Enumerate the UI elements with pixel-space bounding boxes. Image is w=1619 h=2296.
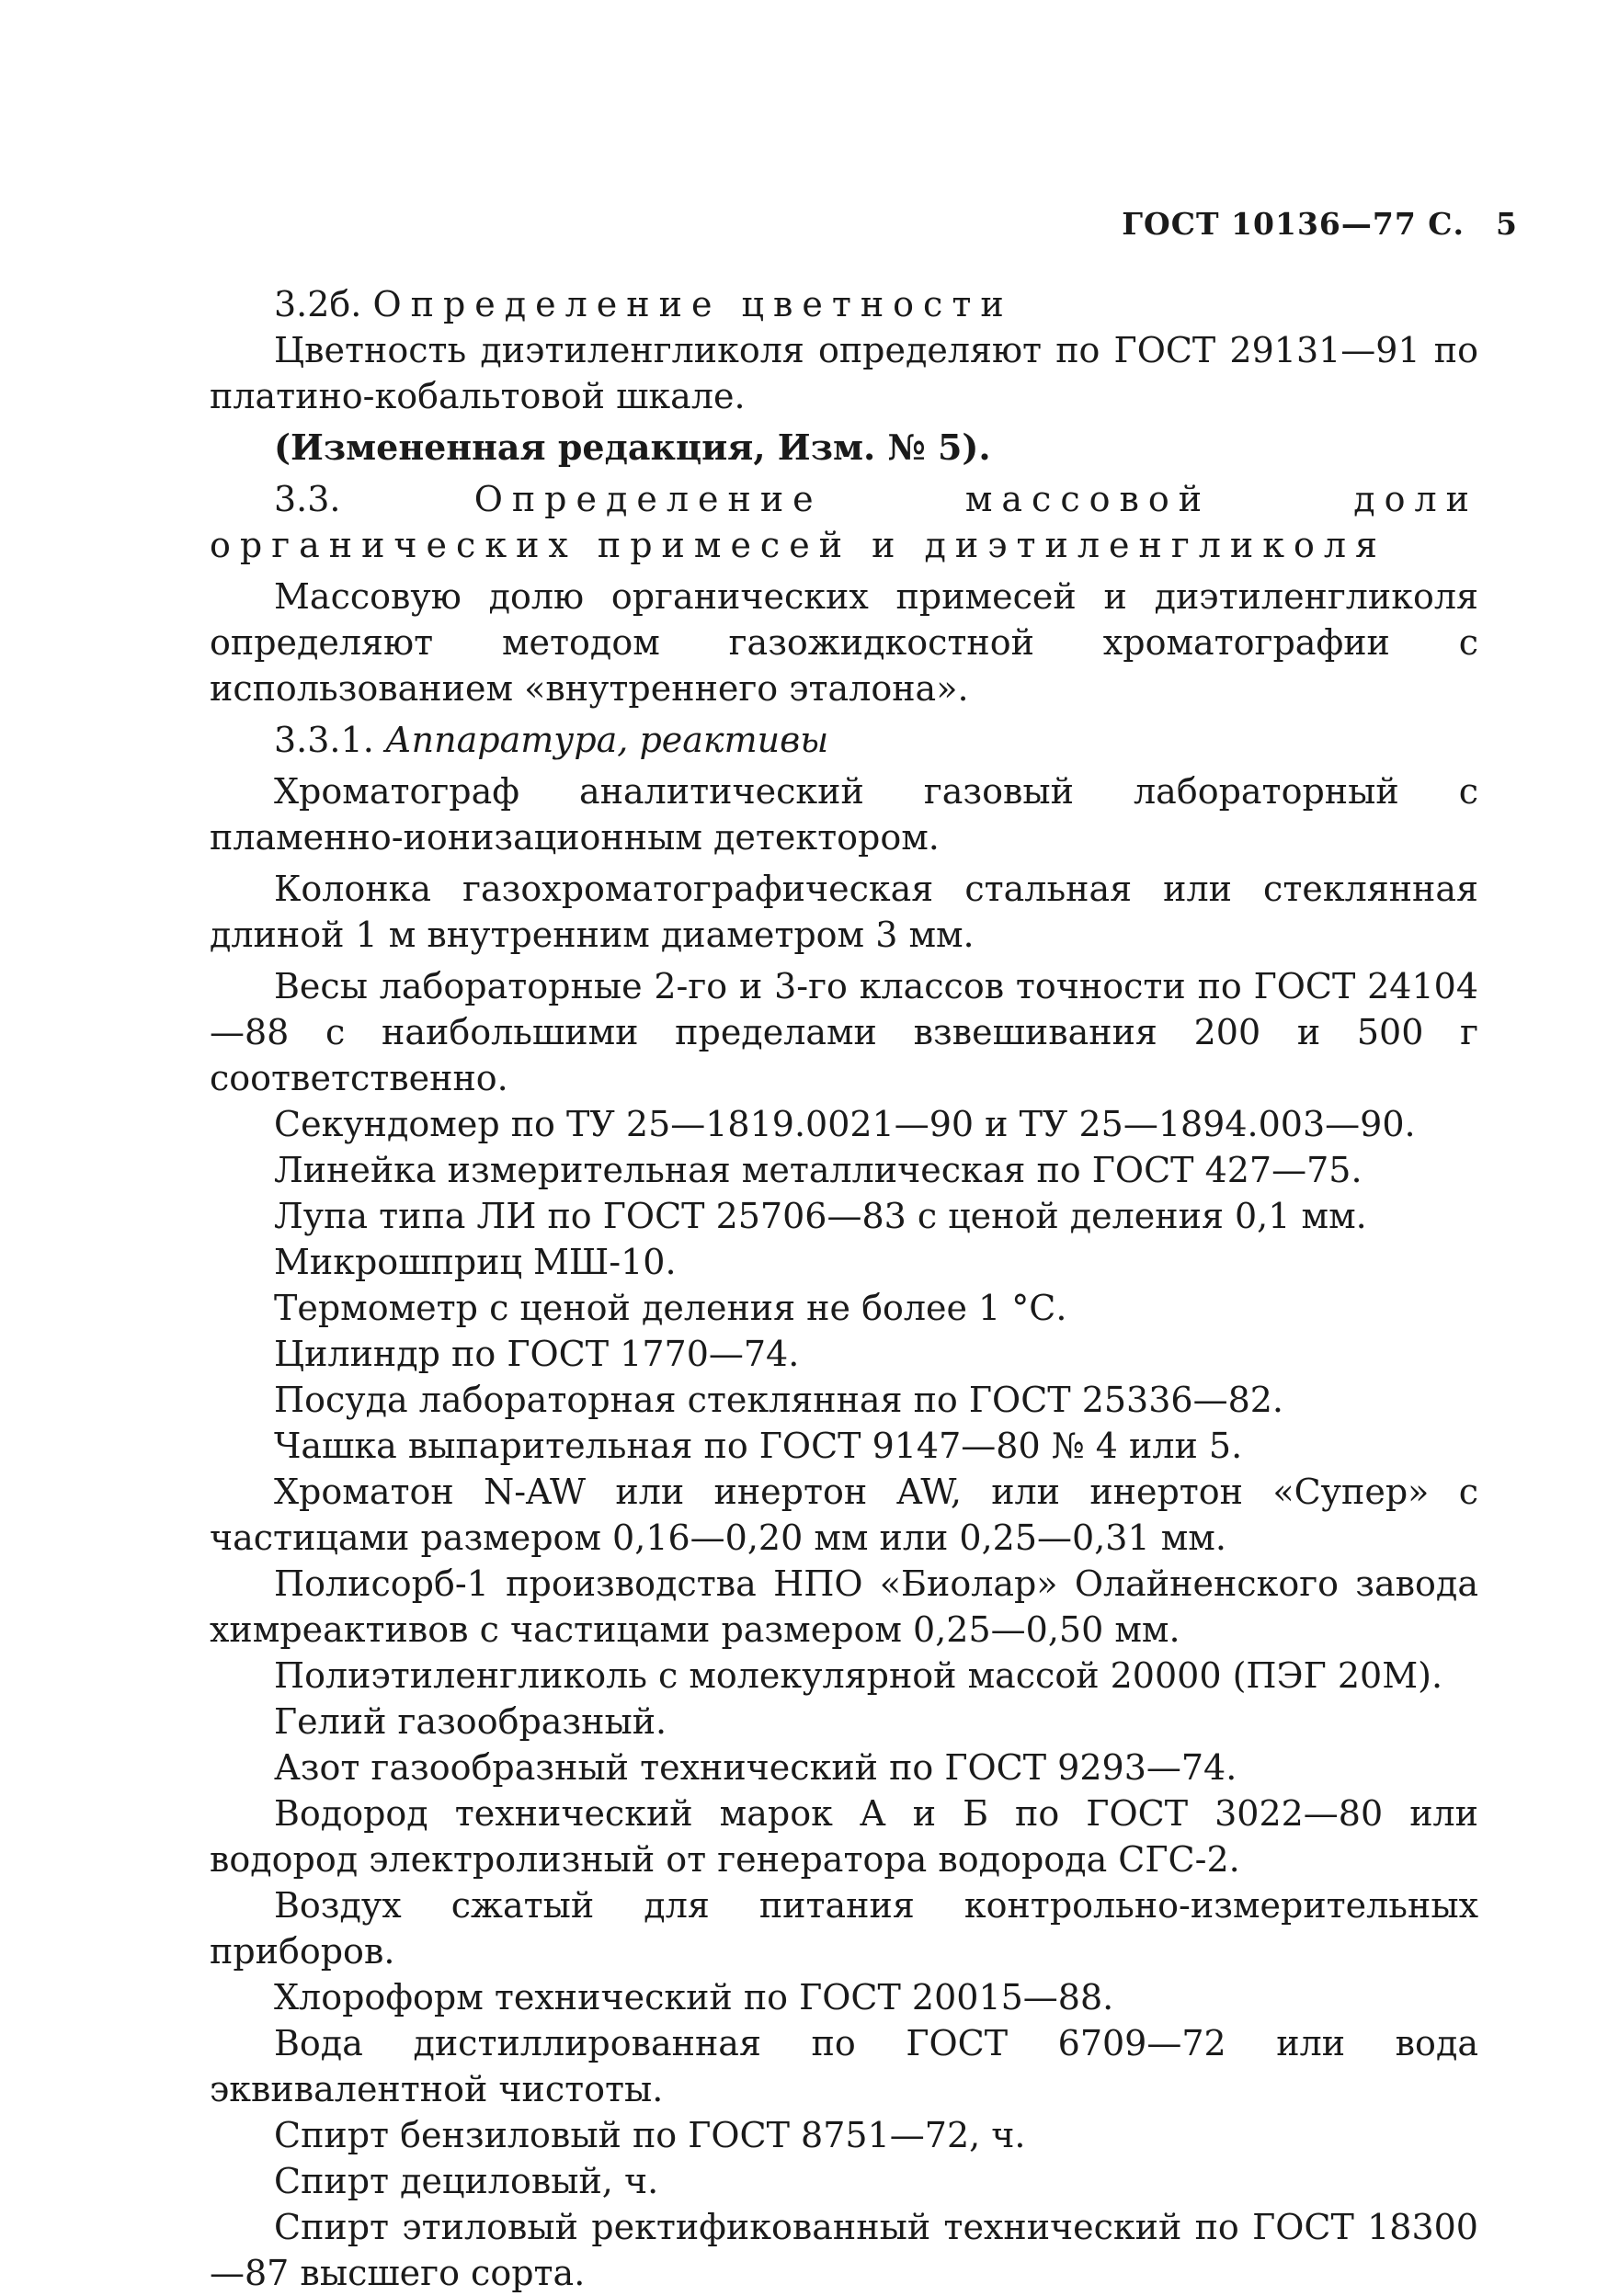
list-item: Цилиндр по ГОСТ 1770—74. (274, 1334, 800, 1374)
section-heading-3-3 (210, 476, 1478, 568)
list-item: Полиэтиленгликоль с молекулярной массой 20000 (ПЭГ 20М). (274, 1655, 1443, 1696)
list-item: Полисорб-1 производства НПО «Биолар» Олайненского завода химреактивов с частицами размером 0,25—0,50 мм. (210, 1563, 1478, 1650)
list-item: Колонка газохроматографическая стальная или стеклянная длиной 1 м внутренним диаметром 3 мм. (210, 869, 1478, 955)
list-item: Весы лабораторные 2-го и 3-го классов точности по ГОСТ 24104—88 с наибольшими пределами взвешивания 200 и 500 г соответственно. (210, 966, 1478, 1098)
list-item: Микрошприц МШ-10. (274, 1242, 677, 1282)
section-number: 3.2б. (274, 284, 362, 324)
list-item: Вода дистиллированная по ГОСТ 6709—72 или вода эквивалентной чистоты. (210, 2023, 1478, 2109)
document-body (210, 281, 1478, 2296)
list-item: Гелий газообразный. (274, 1701, 667, 1742)
list-item: Спирт дециловый, ч. (274, 2161, 659, 2201)
list-item: Термометр с ценой деления не более 1 °С. (274, 1288, 1067, 1328)
list-item: Хроматон N-AW или инертон AW, или инертон «Супер» с частицами размером 0,16—0,20 мм или 0,25—0,31 мм. (210, 1472, 1478, 1558)
list-item: Воздух сжатый для питания контрольно-измерительных приборов. (210, 1885, 1478, 1972)
section-title: Аппаратура, реактивы (384, 720, 829, 760)
section-heading-3-3-1 (210, 717, 1478, 763)
list-item: Азот газообразный технический по ГОСТ 9293—74. (274, 1747, 1237, 1788)
section-number: 3.3.1. (274, 720, 374, 760)
page-number: 5 (1496, 206, 1518, 242)
section-title: Определение цветности (372, 284, 1013, 324)
section-number: 3.3. (274, 479, 341, 519)
page-header (1122, 206, 1518, 242)
list-item: Секундомер по ТУ 25—1819.0021—90 и ТУ 25—1894.003—90. (274, 1104, 1416, 1144)
list-item: Хлороформ технический по ГОСТ 20015—88. (274, 1977, 1114, 2018)
paragraph: Массовую долю органических примесей и диэтиленгликоля определяют методом газожидкостной хроматографии с использованием «внутреннего эталона». (210, 576, 1478, 709)
amendment-note: (Измененная редакция, Изм. № 5). (274, 426, 991, 468)
paragraph: Цветность диэтиленгликоля определяют по ГОСТ 29131—91 по платино-кобальтовой шкале. (210, 330, 1478, 416)
list-item: Водород технический марок А и Б по ГОСТ 3022—80 или водород электролизный от генератора водорода СГС-2. (210, 1793, 1478, 1880)
list-item: Хроматограф аналитический газовый лабораторный с пламенно-ионизационным детектором. (210, 771, 1478, 858)
list-item: Спирт бензиловый по ГОСТ 8751—72, ч. (274, 2115, 1026, 2155)
list-item: Спирт этиловый ректификованный технический по ГОСТ 18300—87 высшего сорта. (210, 2207, 1478, 2293)
list-item: Линейка измерительная металлическая по ГОСТ 427—75. (274, 1150, 1362, 1190)
standard-code: ГОСТ 10136—77 С. (1122, 206, 1465, 242)
list-item: Лупа типа ЛИ по ГОСТ 25706—83 с ценой деления 0,1 мм. (274, 1196, 1367, 1236)
section-heading-3-2b (210, 281, 1478, 327)
list-item: Чашка выпарительная по ГОСТ 9147—80 № 4 или 5. (274, 1426, 1243, 1466)
section-title: Определение массовой доли органических примесей и диэтиленгликоля (210, 479, 1478, 565)
list-item: Посуда лабораторная стеклянная по ГОСТ 25336—82. (274, 1380, 1284, 1420)
